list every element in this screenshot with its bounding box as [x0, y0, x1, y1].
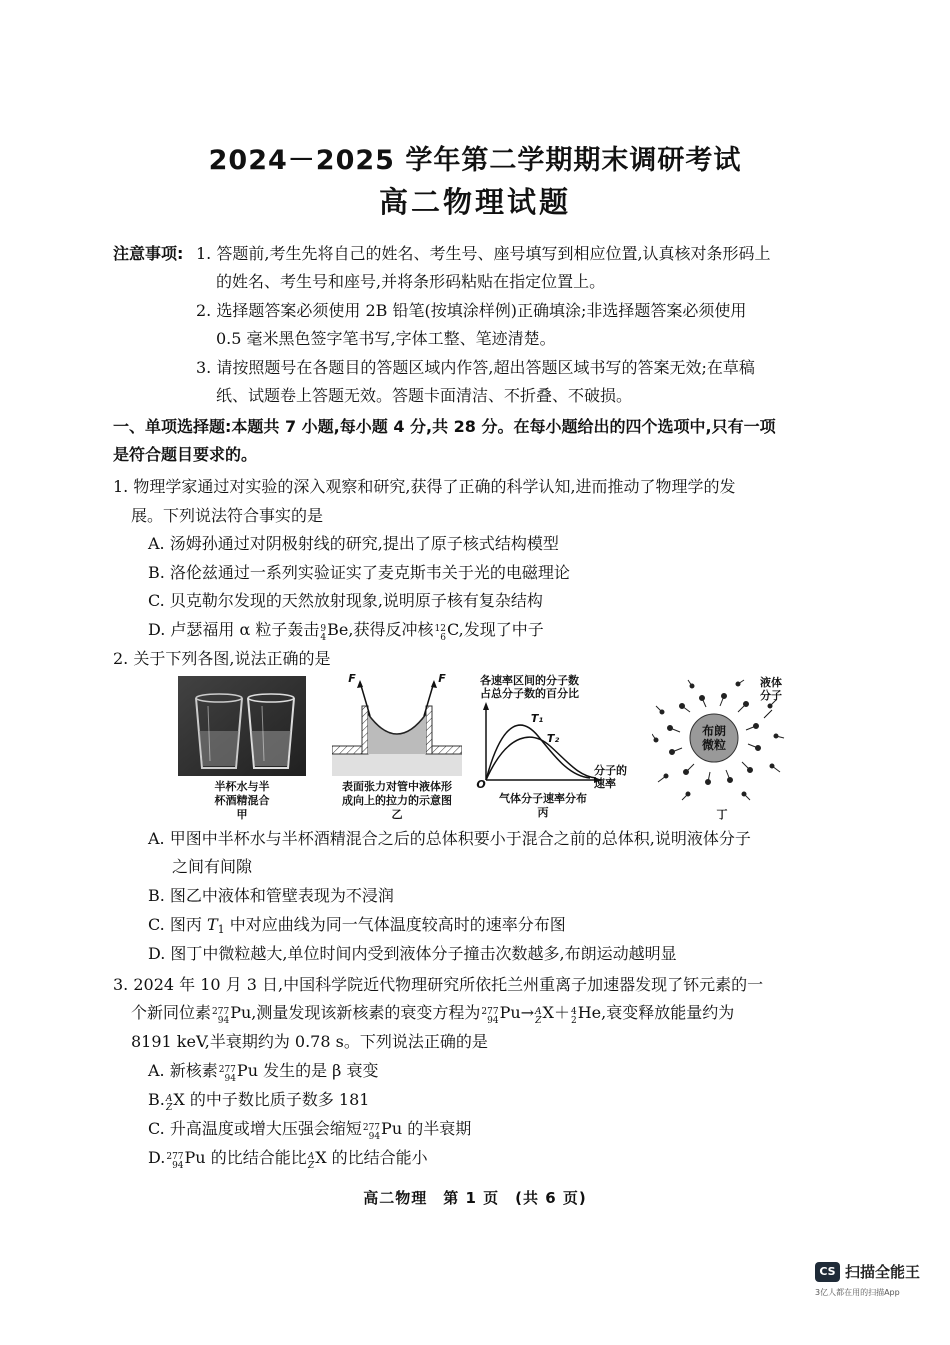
figure-jia-caption-2: 杯酒精混合	[214, 794, 270, 807]
figure-yi	[332, 672, 462, 824]
graph-x-label-2: 速率	[594, 777, 616, 790]
force-label-left: F	[348, 672, 356, 685]
notice-item-3-line-1: 3. 请按照题号在各题目的答题区域内作答,超出答题区域书写的答案无效;在草稿	[196, 358, 755, 377]
q1-option-a: A. 汤姆孙通过对阴极射线的研究,提出了原子核式结构模型	[148, 534, 559, 553]
q2-stem: 2. 关于下列各图,说法正确的是	[113, 649, 331, 668]
curve-label-t2: T₂	[546, 732, 560, 745]
figure-yi-caption-2: 成向上的拉力的示意图	[342, 794, 452, 807]
q3-stem-line-3: 8191 keV,半衰期约为 0.78 s。下列说法正确的是	[131, 1032, 488, 1051]
q1-option-d: D. 卢瑟福用 α 粒子轰击 9 4 Be,获得反冲核 12 6 C,发现了中子	[148, 620, 544, 643]
q3-stem-line-2: 个新同位素 277 94 Pu,测量发现该新核素的衰变方程为 277 94 Pu→ A Z X＋ 4 2 He,衰变释放能量约为	[131, 1003, 735, 1026]
q1-option-c: C. 贝克勒尔发现的天然放射现象,说明原子核有复杂结构	[148, 591, 543, 610]
beakers-photo	[178, 676, 306, 776]
figure-yi-label: 乙	[391, 808, 403, 821]
graph-origin-label: O	[476, 778, 486, 791]
scanner-tagline: 3亿人都在用的扫描App	[815, 1288, 900, 1297]
capillary-diagram	[332, 676, 462, 776]
figure-ding-label: 丁	[716, 808, 728, 821]
brownian-particle-label-2: 微粒	[701, 738, 726, 752]
nuclide-be: 9 4	[320, 624, 327, 643]
page-footer: 高二物理 第 1 页 (共 6 页)	[363, 1189, 587, 1207]
q3-option-c: C. 升高温度或增大压强会缩短 277 94 Pu 的半衰期	[148, 1119, 472, 1142]
q2-option-a-line-2: 之间有间隙	[172, 857, 253, 876]
exam-subtitle: 高二物理试题	[378, 185, 571, 219]
notice-item-1-line-1: 1. 答题前,考生先将自己的姓名、考生号、座号填写到相应位置,认真核对条形码上	[196, 244, 771, 263]
brownian-particle-label-1: 布朗	[701, 724, 726, 738]
q2-option-b: B. 图乙中液体和管壁表现为不浸润	[148, 886, 394, 905]
notice-item-2-line-2: 0.5 毫米黑色签字笔书写,字体工整、笔迹清楚。	[216, 329, 556, 348]
curve-label-t1: T₁	[530, 712, 544, 725]
figure-jia-label: 甲	[236, 808, 248, 821]
q2-option-d: D. 图丁中微粒越大,单位时间内受到液体分子撞击次数越多,布朗运动越明显	[148, 944, 677, 963]
q2-option-a-line-1: A. 甲图中半杯水与半杯酒精混合之后的总体积要小于混合之前的总体积,说明液体分子	[148, 829, 751, 848]
q3-option-a: A. 新核素 277 94 Pu 发生的是 β 衰变	[148, 1061, 379, 1084]
figure-bing-label: 丙	[537, 806, 549, 819]
nuclide-c: 12 6	[434, 624, 446, 643]
figure-ding	[652, 676, 792, 824]
figure-jia	[178, 676, 306, 824]
figure-jia-caption-1: 半杯水与半	[214, 780, 270, 793]
exam-title: 2024－2025 学年第二学期期末调研考试	[208, 145, 742, 176]
q2-option-c: C. 图丙 $T_1$ 中对应曲线为同一气体温度较高时的速率分布图	[148, 915, 566, 936]
graph-y-label-1: 各速率区间的分子数	[480, 674, 579, 687]
q1-option-b: B. 洛伦兹通过一系列实验证实了麦克斯韦关于光的电磁理论	[148, 563, 570, 582]
section-heading-line-1: 一、单项选择题:本题共 7 小题,每小题 4 分,共 28 分。在每小题给出的四个选项中,只有一项	[113, 417, 776, 436]
figure-bing-caption: 气体分子速率分布	[499, 792, 587, 805]
notice-label: 注意事项:	[113, 244, 184, 263]
q1-stem-line-2: 展。下列说法符合事实的是	[131, 506, 324, 525]
q3-stem-line-1: 3. 2024 年 10 月 3 日,中国科学院近代物理研究所依托兰州重离子加速器发现了钚元素的一	[113, 975, 764, 994]
force-label-right: F	[438, 672, 446, 685]
q1-stem-line-1: 1. 物理学家通过对实验的深入观察和研究,获得了正确的科学认知,进而推动了物理学的发	[113, 477, 736, 496]
notice-item-3-line-2: 纸、试题卷上答题无效。答题卡面清洁、不折叠、不破损。	[216, 386, 633, 405]
notice-item-1-line-2: 的姓名、考生号和座号,并将条形码粘贴在指定位置上。	[216, 272, 606, 291]
liquid-molecule-label-2: 分子	[760, 689, 782, 702]
graph-x-label-1: 分子的	[594, 764, 627, 777]
figure-bing	[478, 676, 638, 824]
section-heading-line-2: 是符合题目要求的。	[113, 445, 258, 464]
scanner-app-name: 扫描全能王	[845, 1263, 921, 1281]
q3-option-d: D. 277 94 Pu 的比结合能比 A Z X 的比结合能小	[148, 1148, 428, 1171]
figure-yi-caption-1: 表面张力对管中液体形	[342, 780, 452, 793]
graph-y-label-2: 占总分子数的百分比	[480, 687, 579, 700]
notice-item-2-line-1: 2. 选择题答案必须使用 2B 铅笔(按填涂样例)正确填涂;非选择题答案必须使用	[196, 301, 747, 320]
liquid-molecule-label-1: 液体	[760, 676, 782, 689]
q3-option-b: B. A Z X 的中子数比质子数多 181	[148, 1090, 370, 1113]
scanner-logo-icon: CS	[815, 1262, 840, 1282]
